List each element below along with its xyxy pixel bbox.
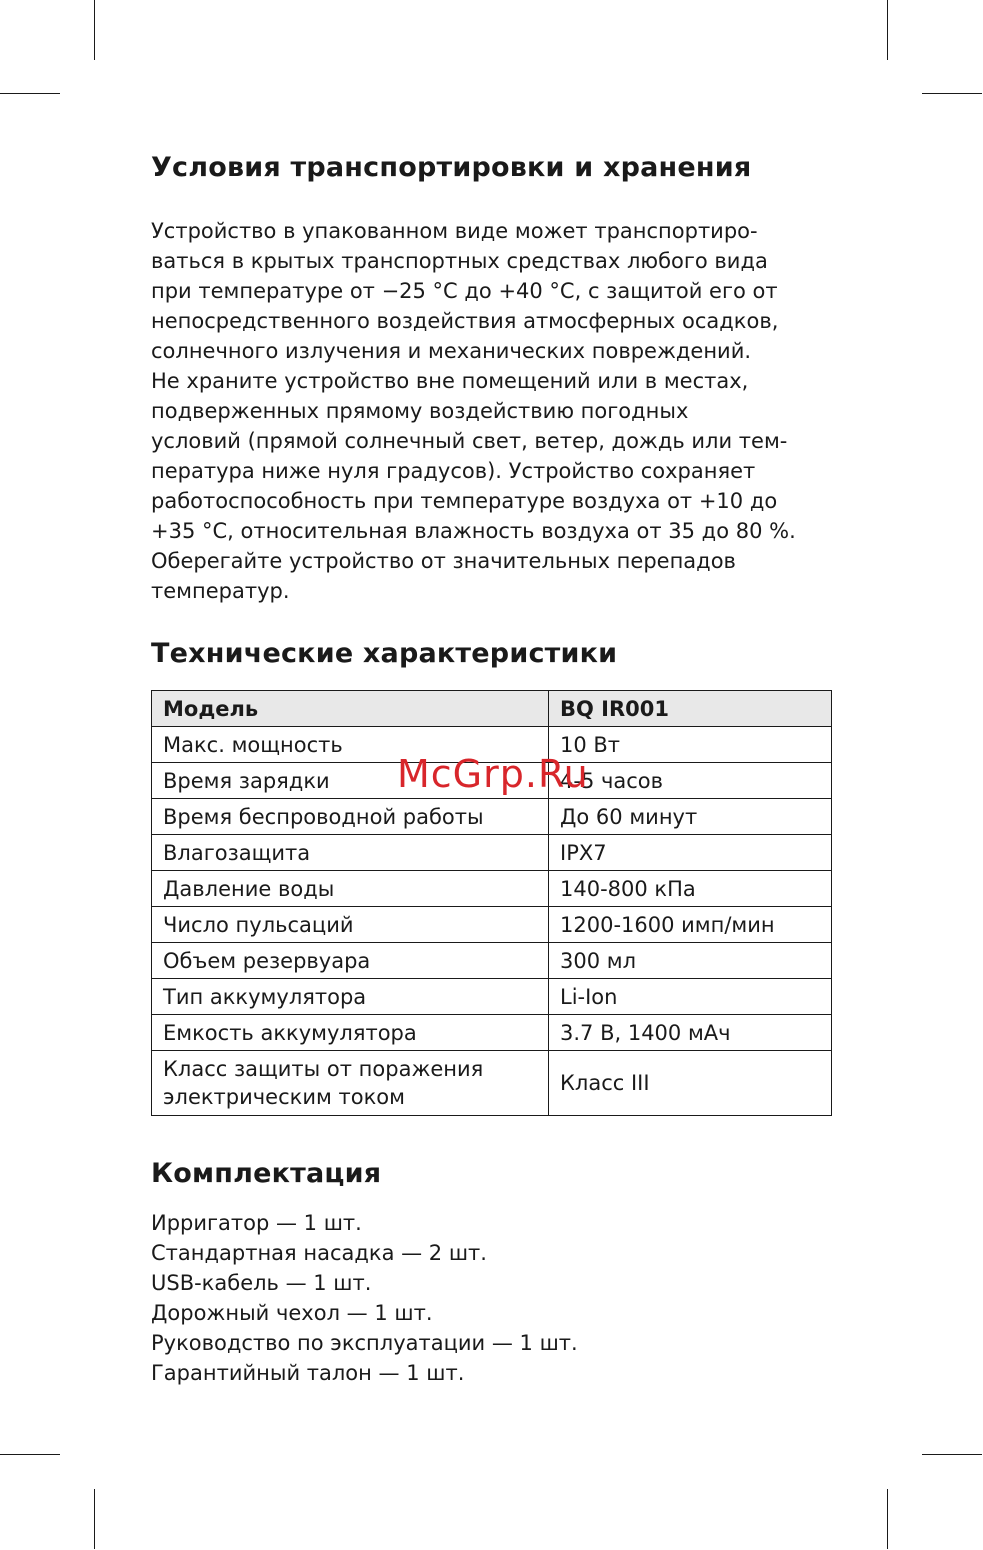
paragraph-line: +35 °С, относительная влажность воздуха от 35 до 80 %.: [151, 519, 796, 543]
paragraph-line: пература ниже нуля градусов). Устройство сохраняет: [151, 459, 756, 483]
spec-value: До 60 минут: [549, 799, 832, 835]
table-header-row: [152, 691, 832, 727]
spec-name: Макс. мощность: [152, 727, 549, 763]
crop-mark-bottom-right-vertical: [887, 1489, 888, 1549]
spec-name: Объем резервуара: [152, 943, 549, 979]
paragraph-line: при температуре от −25 °С до +40 °С, с защитой его от: [151, 279, 778, 303]
spec-value: Класс III: [549, 1051, 832, 1116]
spec-value: 10 Вт: [549, 727, 832, 763]
spec-value: Li-Ion: [549, 979, 832, 1015]
table-row: [152, 1015, 832, 1051]
list-item: USB-кабель — 1 шт.: [151, 1271, 372, 1295]
table-row: [152, 979, 832, 1015]
spec-value: 4-5 часов: [549, 763, 832, 799]
table-row: [152, 943, 832, 979]
paragraph-line: Не храните устройство вне помещений или в местах,: [151, 369, 749, 393]
list-item: Ирригатор — 1 шт.: [151, 1211, 362, 1235]
spec-value: 300 мл: [549, 943, 832, 979]
list-item: Руководство по эксплуатации — 1 шт.: [151, 1331, 578, 1355]
storage-paragraph: [151, 216, 841, 606]
crop-mark-top-right-horizontal: [922, 93, 982, 94]
paragraph-line: работоспособность при температуре воздуха от +10 до: [151, 489, 778, 513]
table-row: [152, 1051, 832, 1116]
table-header-name: Модель: [152, 691, 549, 727]
list-item: Дорожный чехол — 1 шт.: [151, 1301, 433, 1325]
spec-value: 140-800 кПа: [549, 871, 832, 907]
paragraph-line: солнечного излучения и механических повреждений.: [151, 339, 752, 363]
spec-value: IPX7: [549, 835, 832, 871]
specs-heading: Технические характеристики: [151, 638, 618, 669]
crop-mark-bottom-left-horizontal: [0, 1454, 60, 1455]
list-item: Гарантийный талон — 1 шт.: [151, 1361, 465, 1385]
paragraph-line: непосредственного воздействия атмосферных осадков,: [151, 309, 779, 333]
paragraph-line: условий (прямой солнечный свет, ветер, дождь или тем-: [151, 429, 788, 453]
paragraph-line: Устройство в упакованном виде может транспортиро-: [151, 219, 758, 243]
specs-table: [151, 690, 832, 1116]
table-row: [152, 871, 832, 907]
spec-name: Время зарядки: [152, 763, 549, 799]
table-row: [152, 727, 832, 763]
table-row: [152, 907, 832, 943]
spec-name-line: электрическим током: [163, 1085, 405, 1109]
table-row: [152, 799, 832, 835]
package-heading: Комплектация: [151, 1158, 382, 1189]
spec-name: Емкость аккумулятора: [152, 1015, 549, 1051]
table-header-value: BQ IR001: [549, 691, 832, 727]
crop-mark-bottom-right-horizontal: [922, 1454, 982, 1455]
crop-mark-top-right-vertical: [887, 0, 888, 60]
spec-value: 1200-1600 имп/мин: [549, 907, 832, 943]
crop-mark-top-left-vertical: [94, 0, 95, 60]
paragraph-line: ваться в крытых транспортных средствах любого вида: [151, 249, 768, 273]
watermark: McGrp.Ru: [397, 752, 589, 796]
spec-name: Время беспроводной работы: [152, 799, 549, 835]
list-item: Стандартная насадка — 2 шт.: [151, 1241, 487, 1265]
package-list: [151, 1208, 578, 1388]
crop-mark-top-left-horizontal: [0, 93, 60, 94]
paragraph-line: Оберегайте устройство от значительных перепадов: [151, 549, 736, 573]
spec-name: [152, 1051, 549, 1116]
crop-mark-bottom-left-vertical: [94, 1489, 95, 1549]
spec-name: Влагозащита: [152, 835, 549, 871]
spec-value: 3.7 В, 1400 мАч: [549, 1015, 832, 1051]
spec-name: Число пульсаций: [152, 907, 549, 943]
spec-name: Тип аккумулятора: [152, 979, 549, 1015]
table-row: [152, 835, 832, 871]
paragraph-line: подверженных прямому воздействию погодных: [151, 399, 689, 423]
spec-name-line: Класс защиты от поражения: [163, 1057, 484, 1081]
table-row: [152, 763, 832, 799]
storage-heading: Условия транспортировки и хранения: [151, 152, 752, 183]
paragraph-line: температур.: [151, 579, 290, 603]
spec-name: Давление воды: [152, 871, 549, 907]
